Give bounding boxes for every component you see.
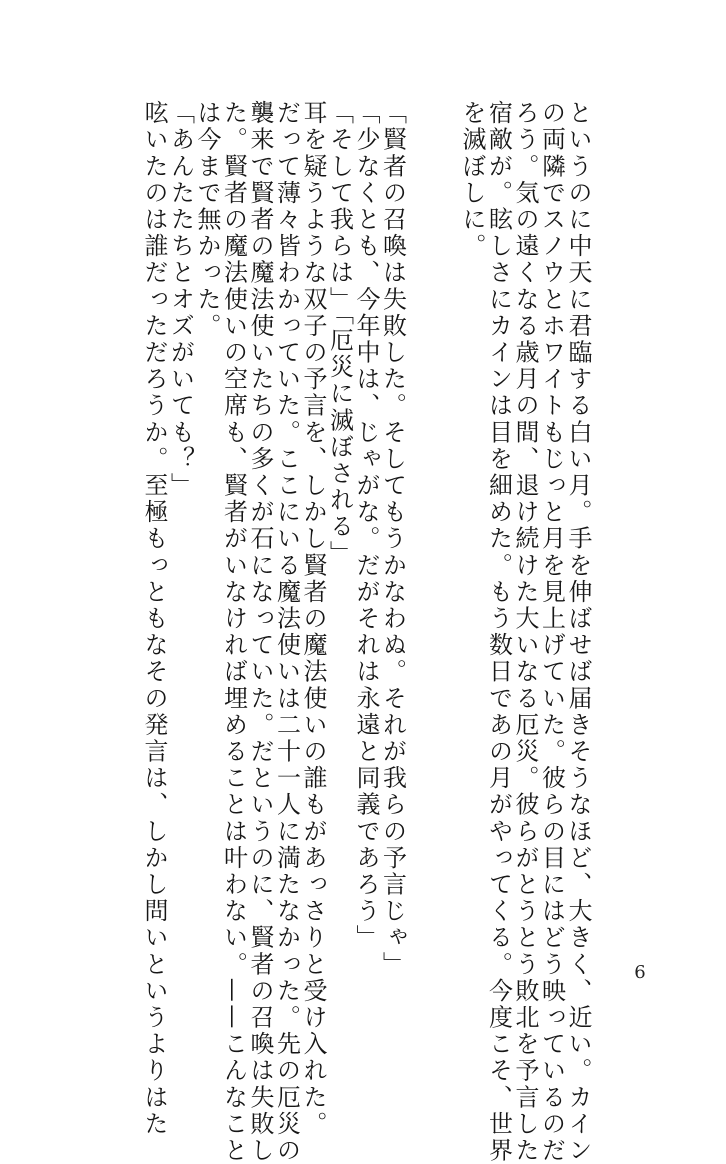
text-column-4: 宿敵が。眩しさにカインは目を細めた。もう数日であの月がやってくる。今度こそ、世界 <box>484 100 513 1164</box>
blank-column-1 <box>434 100 458 960</box>
text-column-6: 「賢者の召喚は失敗した。そしてもうかなわぬ。それが我らの予言じゃ」 <box>378 100 407 978</box>
text-column-10: だって薄々皆わかっていた。ここにいる魔法使いは二十一人に満たなかった。先の厄災の <box>272 100 301 1164</box>
page-number: 6 <box>634 962 646 983</box>
text-column-13: は今まで無かった。 <box>193 100 221 340</box>
text-column-2: の両隣でスノウとホワイトもじっと月を見上げていた。彼らの目にはどう映っているのだ <box>537 100 566 1164</box>
text-column-5: を滅ぼしに。 <box>458 100 486 260</box>
blank-column-2 <box>407 100 431 960</box>
text-column-14: 「あんたたちとオズがいても？」 <box>166 100 195 499</box>
text-column-8: 「そして我らは」「厄災に滅ぼされる」 <box>325 100 354 567</box>
text-column-12: た。賢者の魔法使いの空席も、賢者がいなければ埋めることは叶わない。——こんなこと <box>219 100 248 1164</box>
text-column-9: 耳を疑うような双子の予言を、しかし賢者の魔法使いの誰もがあっさりと受け入れた。 <box>299 100 327 1138</box>
vertical-text-block <box>130 100 592 1164</box>
text-column-15: 呟いたのは誰だっただろうか。至極もっともなその発言は、しかし問いというよりはた <box>140 100 168 1138</box>
text-column-7: 「少なくとも、今年中は、じゃがな。だがそれは永遠と同義であろう」 <box>352 100 380 952</box>
text-column-3: ろう。気の遠くなる歳月の間、退け続けた大いなる厄災。彼らがとうとう敗北を予言した <box>511 100 539 1164</box>
text-column-11: 襲来で賢者の魔法使いたちの多くが石になっていた。だというのに、賢者の召喚は失敗し <box>246 100 274 1164</box>
text-column-1: というのに中天に君臨する白い月。手を伸ばせば届きそうなほど、大きく、近い。カイン <box>564 100 592 1164</box>
